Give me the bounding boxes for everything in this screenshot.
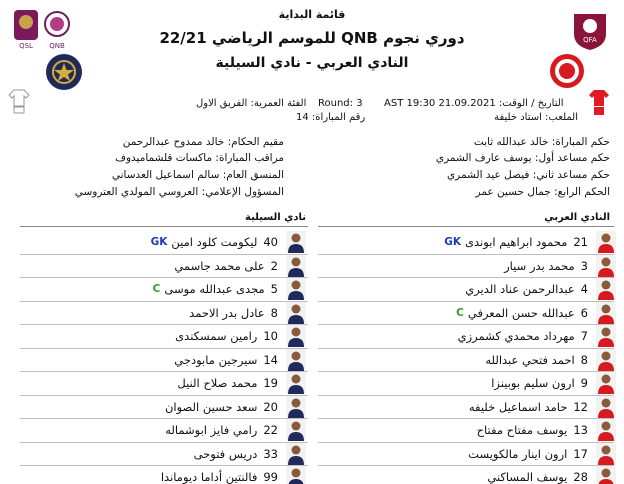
player-number: 19 [263,376,278,390]
sailiya-crest [44,52,84,92]
home-player-photo [596,231,616,253]
player-name: رامي فايز ابوشماله [165,423,258,437]
player-name: حامد اسماعيل خليفه [468,399,568,414]
player-number: 22 [263,423,278,437]
away-player-photo [286,325,306,347]
player-number: 5 [270,282,278,296]
away-player-photo [286,302,306,324]
away-player-row [151,231,278,253]
competition-title: دوري نجوم QNB للموسم الرياضي 22/21 [159,29,465,47]
player-name: ارون اينار مالكويست [468,446,568,461]
home-player-photo [596,278,616,300]
player-number: 8 [270,305,278,320]
goalkeeper-badge: GK [150,236,168,248]
home-player-photo [596,419,616,441]
assistant-referee-1: حكم مساعد أول: يوسف عارف الشمري [435,152,610,164]
player-name: مجدى عبدالله موسى [164,282,265,296]
away-player-row [194,443,278,465]
age-category: الفئة العمرية: الفريق الاول [196,98,307,109]
qfa-logo [568,8,612,52]
player-number: 2 [270,258,278,273]
match-datetime: التاريخ / الوقت: 21.09.2021 AST 19:30 [384,98,564,109]
player-number: 33 [263,446,278,461]
player-name: يوسف مفتاح مفتاح [476,423,568,437]
start-list-title: قائمة البداية [278,8,346,21]
player-name: ارون سليم بوبينزا [491,376,575,390]
away-header-divider [20,226,308,227]
player-name: فالنتين أداما ديوماندا [160,470,258,484]
home-player-row [444,231,588,253]
player-name: عبدالله حسن المعرفي [467,305,575,320]
away-player-row [165,419,278,441]
round-number: Round: 3 [318,98,363,109]
home-player-row [485,349,588,371]
player-number: 6 [580,305,588,320]
home-team-label: النادي العربي [544,212,610,223]
player-number: 13 [573,423,588,437]
referee-assessor: مقيم الحكام: خالد ممدوح عبدالرحمن [122,136,284,148]
player-number: 3 [580,258,588,273]
player-name: على محمد جاسمي [174,258,265,273]
match-commissioner: مراقب المباراة: ماكسات قلشماميدوف [115,152,284,164]
away-player-photo [286,396,306,418]
player-number: 28 [573,470,588,484]
away-player-photo [286,372,306,394]
home-player-photo [596,325,616,347]
player-name: سيرجين مابودجي [174,352,258,367]
away-player-row [175,325,278,347]
home-player-row [465,278,588,300]
player-name: سعد حسين الصوان [164,399,258,414]
home-player-photo [596,396,616,418]
home-kit-icon [588,88,610,118]
fourth-official: الحكم الرابع: جمال حسين عمر [475,186,610,198]
home-player-photo [596,372,616,394]
player-number: 10 [263,329,278,343]
qfa-logo-text: QFA [583,36,597,44]
player-number: 14 [263,352,278,367]
player-name: ليكومت كلود امين [171,235,258,249]
match-number: رقم المباراة: 14 [296,112,366,123]
player-number: 21 [573,235,588,249]
captain-badge: C [152,283,161,295]
away-player-row [161,466,278,484]
home-player-photo [596,466,616,484]
away-team-label: نادي السيلية [245,212,306,223]
away-player-row [177,372,278,394]
qsl-logo [12,8,74,52]
qsl-logo-text: QSL [19,42,33,50]
player-name: عبدالرحمن عناد الديري [465,282,575,296]
arabi-crest [548,52,586,90]
media-officer: المسؤول الإعلامي: العروسي المولدي العتروسي [74,186,284,198]
away-player-photo [286,419,306,441]
home-player-photo [596,443,616,465]
away-kit-icon [8,88,30,118]
player-number: 99 [263,470,278,484]
home-player-row [504,255,588,277]
captain-badge: C [456,306,464,319]
general-coordinator: المنسق العام: سالم اسماعيل العدساني [111,169,284,181]
away-player-photo [286,231,306,253]
player-name: رامين سمسكندى [175,329,258,343]
away-player-row [153,278,278,300]
player-number: 8 [580,352,588,367]
goalkeeper-badge: GK [444,236,462,248]
home-player-row [456,302,588,324]
player-name: محمد بدر سيار [504,258,575,273]
home-player-row [487,466,588,484]
away-player-photo [286,349,306,371]
player-number: 20 [263,399,278,414]
player-name: محمود ابراهيم ابوندى [465,235,568,249]
player-name: احمد فتحي عبدالله [485,352,575,367]
match-stadium: الملعب: استاد خليفة [494,112,578,123]
qnb-logo-text: QNB [49,42,65,50]
assistant-referee-2: حكم مساعد ثاني: فيصل عيد الشمري [446,169,610,181]
player-number: 17 [573,446,588,461]
player-name: عادل بدر الاحمد [189,305,265,320]
home-player-row [468,443,588,465]
away-player-photo [286,443,306,465]
away-player-row [165,396,278,418]
away-player-row [174,349,278,371]
player-number: 4 [580,282,588,296]
player-name: يوسف المساكني [487,470,568,484]
home-player-photo [596,255,616,277]
home-player-row [477,419,588,441]
home-player-row [491,372,588,394]
player-number: 9 [580,376,588,390]
home-player-photo [596,302,616,324]
player-number: 12 [573,399,588,414]
referee: حكم المباراة: خالد عبدالله ثابت [473,136,610,148]
fixture-title: النادي العربي - نادي السيلية [215,55,409,71]
player-name: مهرداد محمدي كشمرزي [457,329,575,343]
away-player-row [174,255,278,277]
home-player-photo [596,349,616,371]
away-player-row [189,302,278,324]
away-player-photo [286,466,306,484]
away-player-photo [286,255,306,277]
away-player-photo [286,278,306,300]
home-player-row [458,325,588,347]
home-player-row [469,396,588,418]
player-name: دريس فتوحى [193,446,258,461]
player-number: 7 [580,329,588,343]
player-number: 40 [263,235,278,249]
home-header-divider [318,226,614,227]
player-name: محمد صلاح النيل [177,376,258,390]
